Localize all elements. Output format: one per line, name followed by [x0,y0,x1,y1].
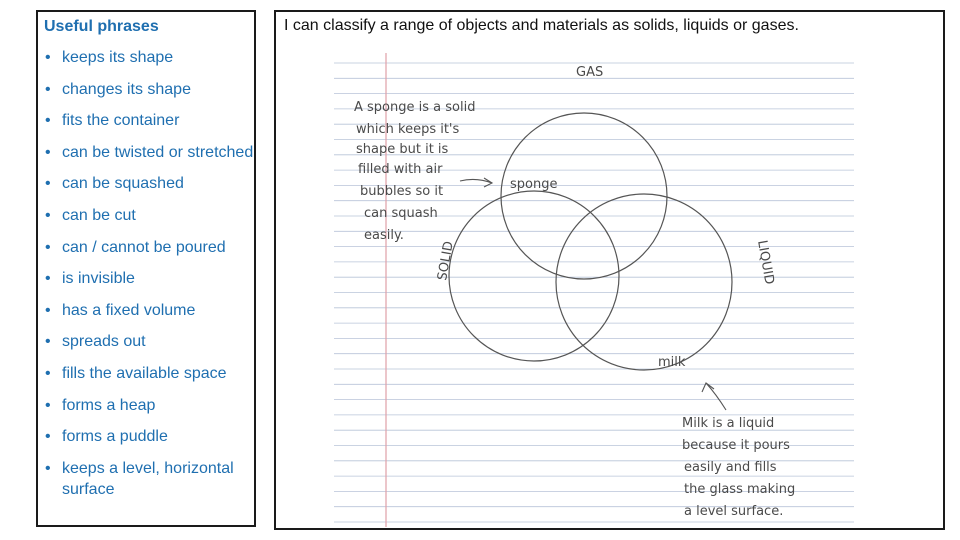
phrase-text: spreads out [62,333,146,351]
notebook-page [334,49,854,527]
bullet-icon: • [45,428,51,446]
milk-note-line: the glass making [684,482,796,497]
bullet-icon: • [45,143,51,161]
phrase-item [44,363,254,384]
sponge-note-line: filled with air [358,162,443,177]
phrase-item [44,268,254,289]
sponge-note-line: bubbles so it [360,184,444,199]
bullet-icon: • [45,80,51,98]
worksheet-panel [274,10,945,530]
phrase-item [44,205,254,226]
gas-label: GAS [576,65,604,80]
phrase-item [44,331,254,352]
bullet-icon: • [45,364,51,382]
phrase-item [44,426,254,447]
sponge-note [354,100,475,243]
bullet-icon: • [45,238,51,256]
phrase-item [44,79,254,100]
phrase-text: can be twisted or stretched [62,143,254,161]
milk-note-line: Milk is a liquid [682,416,775,431]
phrase-item [44,110,254,131]
phrase-list [44,47,254,500]
phrase-text: keeps its shape [62,49,174,66]
bullet-icon: • [45,175,51,193]
phrase-text: can / cannot be poured [62,238,226,256]
phrase-text: has a fixed volume [62,301,196,319]
milk-note-line: a level surface. [684,504,784,519]
milk-item: milk [658,355,686,370]
phrase-text: forms a heap [62,396,156,414]
phrase-text: forms a puddle [62,428,168,446]
phrase-text: keeps a level, horizontal surface [62,459,234,498]
bullet-icon: • [45,333,51,351]
phrase-item [44,300,254,321]
phrase-item [44,173,254,194]
phrase-item [44,47,254,68]
phrase-item [44,395,254,416]
milk-arrow [706,383,726,410]
sponge-item: sponge [510,177,558,192]
phrase-text: is invisible [62,270,135,288]
solid-circle [449,191,619,361]
sponge-note-line: A sponge is a solid [354,100,476,115]
milk-note-line: because it pours [682,438,790,453]
liquid-circle [556,194,732,370]
bullet-icon: • [45,301,51,319]
milk-note [682,416,795,519]
bullet-icon: • [45,459,51,477]
sponge-note-line: shape but it is [356,142,449,157]
learning-objective: I can classify a range of objects and materials as solids, liquids or gases. [284,17,799,34]
liquid-label: LIQUID [754,239,777,286]
sponge-note-line: easily. [364,228,404,243]
phrase-text: can be cut [62,206,136,224]
useful-phrases-panel [36,10,256,527]
sponge-note-line: which keeps it's [356,122,460,137]
useful-phrases-title: Useful phrases [44,18,159,35]
phrase-item [44,142,254,163]
bullet-icon: • [45,206,51,224]
phrase-text: changes its shape [62,80,191,98]
phrase-item [44,458,254,500]
phrase-text: fits the container [62,112,180,130]
gas-circle [501,113,667,279]
sponge-note-line: can squash [364,206,438,221]
phrase-text: can be squashed [62,175,184,193]
phrase-text: fills the available space [62,364,227,382]
bullet-icon: • [45,112,51,130]
bullet-icon: • [45,396,51,414]
phrase-item [44,237,254,258]
milk-note-line: easily and fills [684,460,777,475]
solid-label: SOLID [435,240,457,282]
bullet-icon: • [45,270,51,288]
bullet-icon: • [45,49,51,66]
